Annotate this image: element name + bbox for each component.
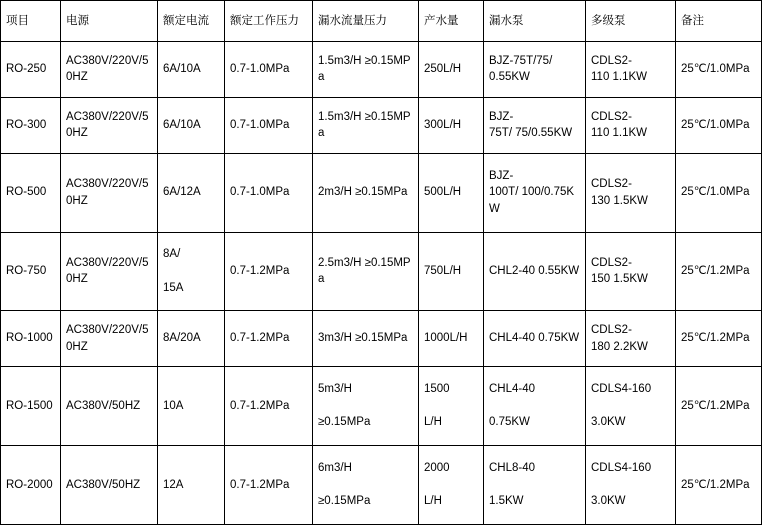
cell-rated-current: 10A bbox=[158, 367, 225, 446]
table-row bbox=[1, 97, 762, 153]
cell-multistage-pump: CDLS2- 130 1.5KW bbox=[586, 153, 676, 232]
cell-water-output: 2000 L/H bbox=[419, 446, 484, 525]
cell-remark: 25℃/1.0MPa bbox=[676, 153, 762, 232]
cell-water-output: 1500 L/H bbox=[419, 367, 484, 446]
cell-remark: 25℃/1.0MPa bbox=[676, 97, 762, 153]
cell-remark: 25℃/1.2MPa bbox=[676, 446, 762, 525]
cell-remark: 25℃/1.2MPa bbox=[676, 367, 762, 446]
cell-leak-pump: CHL4-40 0.75KW bbox=[484, 311, 586, 367]
cell-remark: 25℃/1.0MPa bbox=[676, 42, 762, 98]
column-header-power-supply: 电源 bbox=[61, 1, 158, 42]
column-header-leak-pump: 漏水泵 bbox=[484, 1, 586, 42]
cell-multistage-pump: CDLS2- 110 1.1KW bbox=[586, 42, 676, 98]
cell-leak-flow-pressure: 1.5m3/H ≥0.15MPa bbox=[313, 42, 419, 98]
cell-leak-pump: BJZ- 75T/ 75/0.55KW bbox=[484, 97, 586, 153]
cell-leak-pump: CHL4-40 0.75KW bbox=[484, 367, 586, 446]
table-header-row bbox=[1, 1, 762, 42]
cell-rated-current: 12A bbox=[158, 446, 225, 525]
cell-rated-pressure: 0.7-1.2MPa bbox=[225, 367, 313, 446]
table-row bbox=[1, 311, 762, 367]
cell-water-output: 500L/H bbox=[419, 153, 484, 232]
cell-rated-current: 6A/10A bbox=[158, 97, 225, 153]
column-header-multistage-pump: 多级泵 bbox=[586, 1, 676, 42]
cell-power-supply: AC380V/50HZ bbox=[61, 446, 158, 525]
column-header-water-output: 产水量 bbox=[419, 1, 484, 42]
cell-water-output: 250L/H bbox=[419, 42, 484, 98]
cell-power-supply: AC380V/220V/50HZ bbox=[61, 97, 158, 153]
cell-model: RO-750 bbox=[1, 232, 61, 311]
cell-model: RO-250 bbox=[1, 42, 61, 98]
cell-rated-current: 6A/12A bbox=[158, 153, 225, 232]
cell-leak-pump: CHL8-40 1.5KW bbox=[484, 446, 586, 525]
cell-leak-flow-pressure: 3m3/H ≥0.15MPa bbox=[313, 311, 419, 367]
cell-multistage-pump: CDLS2- 110 1.1KW bbox=[586, 97, 676, 153]
cell-rated-pressure: 0.7-1.0MPa bbox=[225, 153, 313, 232]
cell-model: RO-500 bbox=[1, 153, 61, 232]
cell-rated-pressure: 0.7-1.2MPa bbox=[225, 446, 313, 525]
cell-leak-pump: BJZ-75T/75/ 0.55KW bbox=[484, 42, 586, 98]
table-row bbox=[1, 153, 762, 232]
table-row bbox=[1, 232, 762, 311]
cell-rated-current: 8A/ 15A bbox=[158, 232, 225, 311]
cell-multistage-pump: CDLS2- 150 1.5KW bbox=[586, 232, 676, 311]
cell-leak-pump: CHL2-40 0.55KW bbox=[484, 232, 586, 311]
cell-leak-flow-pressure: 1.5m3/H ≥0.15MPa bbox=[313, 97, 419, 153]
table-row bbox=[1, 367, 762, 446]
cell-model: RO-2000 bbox=[1, 446, 61, 525]
table-row bbox=[1, 446, 762, 525]
cell-power-supply: AC380V/50HZ bbox=[61, 367, 158, 446]
cell-leak-flow-pressure: 5m3/H ≥0.15MPa bbox=[313, 367, 419, 446]
cell-multistage-pump: CDLS4-160 3.0KW bbox=[586, 367, 676, 446]
cell-rated-pressure: 0.7-1.0MPa bbox=[225, 97, 313, 153]
cell-leak-flow-pressure: 2m3/H ≥0.15MPa bbox=[313, 153, 419, 232]
cell-rated-pressure: 0.7-1.0MPa bbox=[225, 42, 313, 98]
cell-power-supply: AC380V/220V/50HZ bbox=[61, 232, 158, 311]
cell-water-output: 750L/H bbox=[419, 232, 484, 311]
cell-rated-current: 8A/20A bbox=[158, 311, 225, 367]
cell-model: RO-300 bbox=[1, 97, 61, 153]
cell-leak-flow-pressure: 6m3/H ≥0.15MPa bbox=[313, 446, 419, 525]
cell-remark: 25℃/1.2MPa bbox=[676, 232, 762, 311]
cell-model: RO-1500 bbox=[1, 367, 61, 446]
cell-power-supply: AC380V/220V/50HZ bbox=[61, 42, 158, 98]
cell-leak-flow-pressure: 2.5m3/H ≥0.15MPa bbox=[313, 232, 419, 311]
cell-model: RO-1000 bbox=[1, 311, 61, 367]
column-header-model: 项目 bbox=[1, 1, 61, 42]
cell-water-output: 1000L/H bbox=[419, 311, 484, 367]
column-header-leak-flow-pressure: 漏水流量压力 bbox=[313, 1, 419, 42]
cell-rated-current: 6A/10A bbox=[158, 42, 225, 98]
column-header-rated-pressure: 额定工作压力 bbox=[225, 1, 313, 42]
cell-leak-pump: BJZ- 100T/ 100/0.75KW bbox=[484, 153, 586, 232]
table-row bbox=[1, 42, 762, 98]
cell-power-supply: AC380V/220V/50HZ bbox=[61, 153, 158, 232]
cell-rated-pressure: 0.7-1.2MPa bbox=[225, 232, 313, 311]
cell-multistage-pump: CDLS2- 180 2.2KW bbox=[586, 311, 676, 367]
column-header-remark: 备注 bbox=[676, 1, 762, 42]
cell-water-output: 300L/H bbox=[419, 97, 484, 153]
cell-rated-pressure: 0.7-1.2MPa bbox=[225, 311, 313, 367]
cell-remark: 25℃/1.2MPa bbox=[676, 311, 762, 367]
cell-power-supply: AC380V/220V/50HZ bbox=[61, 311, 158, 367]
column-header-rated-current: 额定电流 bbox=[158, 1, 225, 42]
cell-multistage-pump: CDLS4-160 3.0KW bbox=[586, 446, 676, 525]
